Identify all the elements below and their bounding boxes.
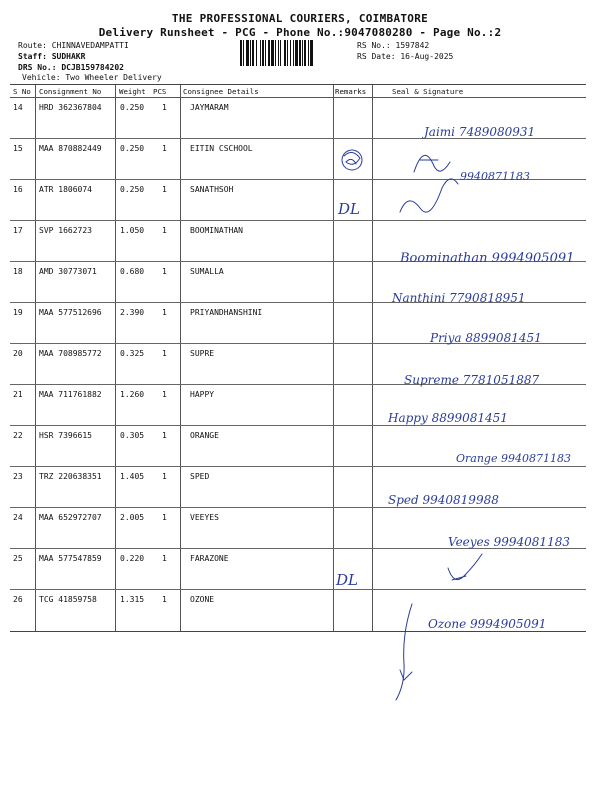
row-consignee: PRIYANDHANSHINI: [190, 308, 263, 317]
row-sno: 21: [13, 390, 23, 399]
table-row: [10, 261, 586, 303]
row-consignee: SANATHSOH: [190, 185, 234, 194]
company-title: THE PROFESSIONAL COURIERS, COIMBATORE: [171, 12, 429, 25]
row-consignee: VEEYES: [190, 513, 219, 522]
col-seal-signature: Seal & Signature: [392, 87, 464, 96]
signature-row21: Happy 8899081451: [388, 411, 508, 425]
col-weight: Weight: [119, 87, 146, 96]
table-row: [10, 384, 586, 426]
row-pcs: 1: [162, 472, 167, 481]
row-pcs: 1: [162, 390, 167, 399]
drs-number: DRS No.: DCJB159784202: [18, 63, 124, 72]
row-consignment-no: AMD 30773071: [39, 267, 97, 276]
row-weight: 0.680: [120, 267, 145, 276]
row-consignee: ORANGE: [190, 431, 219, 440]
row-pcs: 1: [162, 431, 167, 440]
signature-row18: Nanthini 7790818951: [392, 291, 526, 305]
row-weight: 0.220: [120, 554, 145, 563]
row-pcs: 1: [162, 103, 167, 112]
row-consignee: FARAZONE: [190, 554, 229, 563]
rs-number: RS No.: 1597842: [357, 41, 430, 50]
signature-row24: Veeyes 9994081183: [448, 535, 570, 549]
row-consignee: JAYMARAM: [190, 103, 229, 112]
row-sno: 24: [13, 513, 23, 522]
row-sno: 26: [13, 595, 23, 604]
row-consignment-no: MAA 870882449: [39, 144, 102, 153]
signature-row26: Ozone 9994905091: [428, 617, 547, 631]
signature-row19: Priya 8899081451: [430, 331, 542, 345]
table-row: [10, 302, 586, 344]
row-consignment-no: MAA 577512696: [39, 308, 102, 317]
row-weight: 1.315: [120, 595, 145, 604]
row-sno: 25: [13, 554, 23, 563]
row-pcs: 1: [162, 185, 167, 194]
row-weight: 0.325: [120, 349, 145, 358]
table-row: [10, 466, 586, 508]
col-sno: S No: [13, 87, 31, 96]
row-weight: 0.250: [120, 144, 145, 153]
row-sno: 14: [13, 103, 23, 112]
table-row: [10, 220, 586, 262]
row-weight: 2.005: [120, 513, 145, 522]
row-sno: 22: [13, 431, 23, 440]
row-consignment-no: TRZ 220638351: [39, 472, 102, 481]
row-consignee: BOOMINATHAN: [190, 226, 243, 235]
row-pcs: 1: [162, 595, 167, 604]
row-sno: 15: [13, 144, 23, 153]
route-label: Route: CHINNAVEDAMPATTI: [18, 41, 129, 50]
row-weight: 2.390: [120, 308, 145, 317]
row-sno: 23: [13, 472, 23, 481]
table-row: [10, 425, 586, 467]
row-sno: 20: [13, 349, 23, 358]
row-consignee: SUPRE: [190, 349, 215, 358]
row-weight: 1.050: [120, 226, 145, 235]
row-consignment-no: SVP 1662723: [39, 226, 92, 235]
row-consignee: OZONE: [190, 595, 215, 604]
remark-dl-row16: DL: [338, 200, 360, 218]
table-row: [10, 343, 586, 385]
row-sno: 16: [13, 185, 23, 194]
rs-date: RS Date: 16-Aug-2025: [357, 52, 454, 61]
row-weight: 0.250: [120, 103, 145, 112]
row-weight: 0.305: [120, 431, 145, 440]
col-remarks: Remarks: [335, 87, 367, 96]
table-row: [10, 548, 586, 590]
col-consignment: Consignment No: [39, 87, 102, 96]
row-consignment-no: TCG 41859758: [39, 595, 97, 604]
row-pcs: 1: [162, 513, 167, 522]
row-pcs: 1: [162, 267, 167, 276]
runsheet-table: [10, 84, 586, 632]
vehicle-label: Vehicle: Two Wheeler Delivery: [22, 73, 162, 82]
row-weight: 1.405: [120, 472, 145, 481]
table-row: [10, 138, 586, 180]
row-pcs: 1: [162, 349, 167, 358]
table-row: [10, 179, 586, 221]
row-pcs: 1: [162, 144, 167, 153]
signature-row14: Jaimi 7489080931: [424, 125, 536, 139]
row-consignment-no: ATR 1806074: [39, 185, 92, 194]
row-weight: 1.260: [120, 390, 145, 399]
remark-dl-row25: DL: [336, 571, 358, 589]
row-pcs: 1: [162, 308, 167, 317]
runsheet-subtitle: Delivery Runsheet - PCG - Phone No.:9047080280 - Page No.:2: [98, 26, 502, 39]
signature-row15: 9940871183: [460, 170, 530, 183]
signature-row20: Supreme 7781051887: [404, 373, 540, 387]
row-consignee: HAPPY: [190, 390, 215, 399]
row-consignment-no: HRD 362367804: [39, 103, 102, 112]
row-consignee: EITIN CSCHOOL: [190, 144, 253, 153]
table-row: [10, 507, 586, 549]
col-consignee: Consignee Details: [183, 87, 259, 96]
row-consignment-no: MAA 577547859: [39, 554, 102, 563]
col-pcs: PCS: [153, 87, 167, 96]
row-sno: 17: [13, 226, 23, 235]
table-row: [10, 589, 586, 630]
row-consignee: SUMALLA: [190, 267, 224, 276]
row-sno: 18: [13, 267, 23, 276]
row-weight: 0.250: [120, 185, 145, 194]
table-row: [10, 97, 586, 139]
signature-row17: Boominathan 9994905091: [400, 251, 575, 266]
signature-row23: Sped 9940819988: [388, 493, 499, 507]
row-consignment-no: MAA 711761882: [39, 390, 102, 399]
row-pcs: 1: [162, 226, 167, 235]
row-sno: 19: [13, 308, 23, 317]
row-pcs: 1: [162, 554, 167, 563]
row-consignment-no: HSR 7396615: [39, 431, 92, 440]
row-consignment-no: MAA 652972707: [39, 513, 102, 522]
row-consignee: SPED: [190, 472, 210, 481]
row-consignment-no: MAA 708985772: [39, 349, 102, 358]
staff-label: Staff: SUDHAKR: [18, 52, 86, 61]
signature-row22: Orange 9940871183: [456, 452, 571, 465]
barcode: [240, 40, 348, 66]
